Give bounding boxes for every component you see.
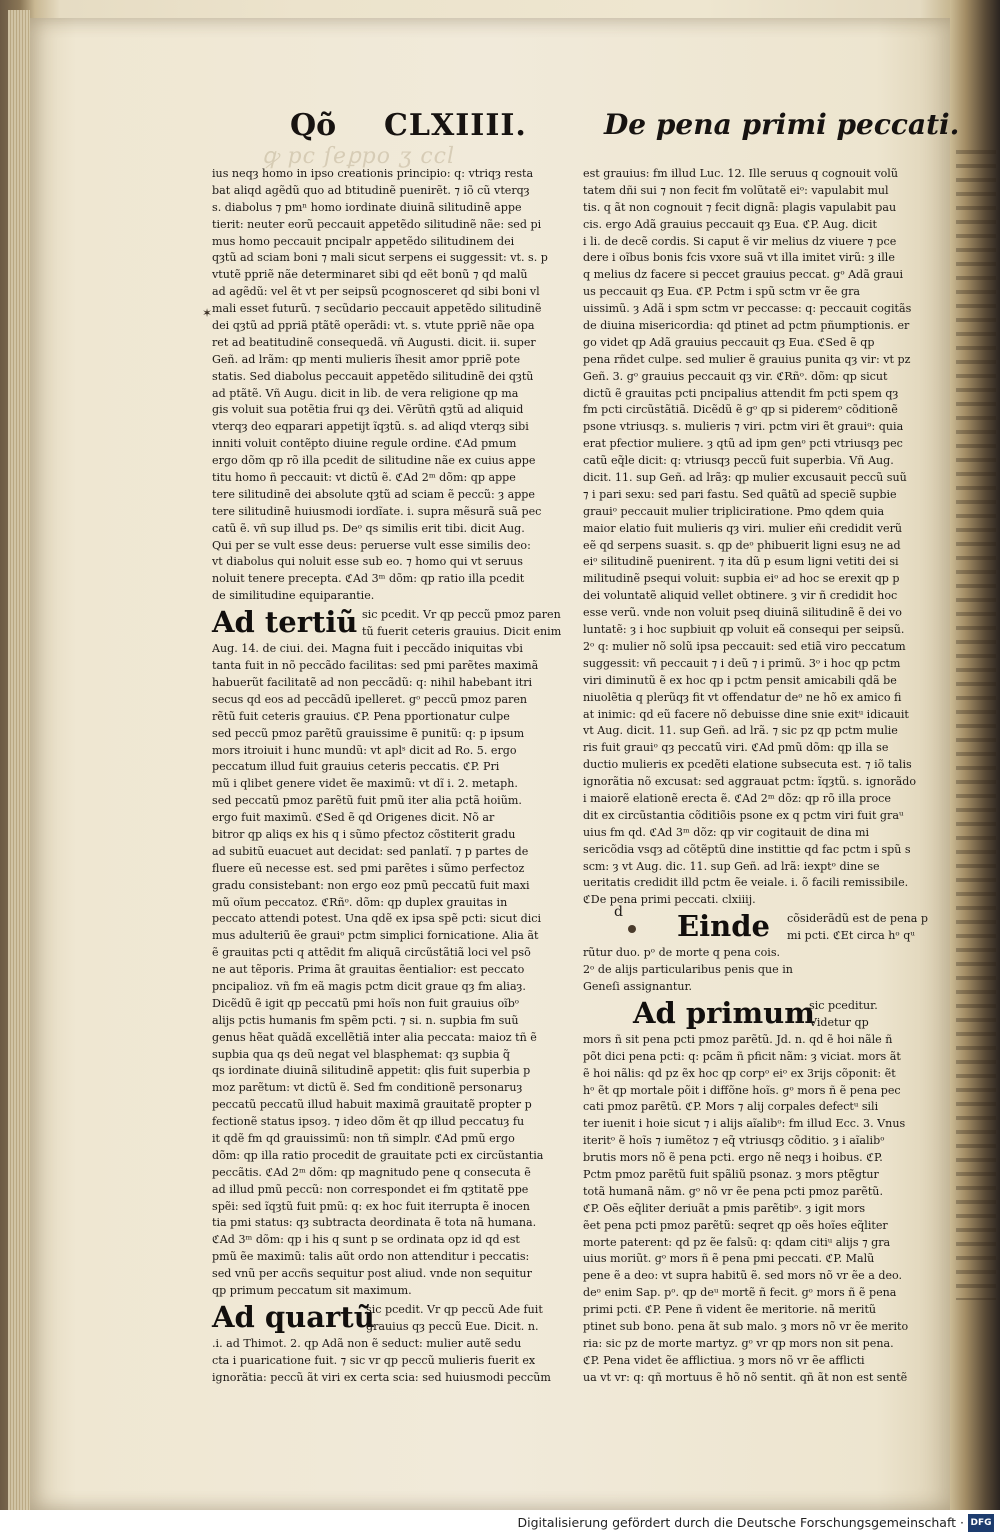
text-line: ℭP. Oẽs eq̃liter deriuãt a pmis parẽtibᵒ. ȝ igit mors	[583, 1201, 866, 1215]
dfg-logo: DFG	[968, 1514, 994, 1532]
text-line: habuerũt facilitatẽ ad non peccãdũ: q: nihil habebant itri	[212, 675, 533, 689]
text-line: at inimic: qd eũ facere nõ debuisse dine snie exitᵘ idicauit	[583, 707, 909, 721]
text-line: peccatum illud fuit grauius ceteris peccatis. ℭP. Pri	[212, 760, 500, 774]
text-line: ptinet sub bono. pena ãt sub malo. ȝ mors nõ vr ẽe merito	[583, 1320, 909, 1333]
text-line: sed peccatũ pmoz parẽtũ fuit pmũ iter alia pctã hoiũm.	[212, 794, 522, 808]
text-line: go videt qp Adã grauius peccauit qȝ Eua. ℭSed ẽ qp	[583, 335, 875, 349]
text-line: ignorãtia nõ excusat: sed aggrauat pctm: ĩqȝtũ. s. ignorãdo	[583, 775, 916, 789]
text-line: totã humanã nãm. gᵒ nõ vr ẽe pena pcti pmoz parẽtũ.	[583, 1184, 883, 1198]
text-line: tis. q ãt non cognouit ⁊ fecit dignã: plagis vapulabit pau	[583, 200, 897, 214]
text-line: Aug. 14. de ciui. dei. Magna fuit i peccãdo iniquitas vbi	[212, 642, 523, 656]
text-line: ℭDe pena primi peccati. clxiiij.	[583, 893, 756, 907]
text-line: secus qd eos ad peccãdũ ipelleret. gᵒ peccũ pmoz paren	[212, 692, 528, 706]
text-line: uius moriũt. gᵒ mors ñ ẽ pena pmi peccati. ℭP. Malũ	[583, 1252, 875, 1266]
text-line: catũ ẽ. vñ sup illud ps. Deᵒ qs similis erit tibi. dicit Aug.	[212, 521, 525, 535]
text-line: mũ oĩum peccatoz. ℭRñᵒ. dõm: qp duplex grauitas in	[212, 895, 508, 909]
text-line: .i. ad Thimot. 2. qp Adã non ẽ seduct: mulier autẽ sedu	[212, 1336, 522, 1350]
text-line: peccatũ peccatũ illud habuit maximã grauitatẽ propter p	[212, 1098, 532, 1112]
text-line: Geñ. ad lrãm: qp menti mulieris ĩhesit amor ppriẽ pote	[212, 352, 521, 366]
right-column-part-b	[583, 945, 916, 996]
text-line: inniti voluit contẽpto diuine regule ordine. ℭAd pmum	[212, 437, 517, 451]
text-line: noluit tenere precepta. ℭAd 3ᵐ dõm: qp ratio illa pcedit	[212, 572, 525, 586]
text-line: ad illud pmũ peccũ: non correspondet ei fm qȝtitatẽ ppe	[212, 1182, 529, 1196]
text-line: dictũ ẽ grauitas pcti pncipalius attendit fm pcti spem qȝ	[583, 386, 899, 400]
text-line: vt diabolus qui noluit esse sub eo. ⁊ homo qui vt seruus	[212, 555, 523, 569]
text-line: peccato attendi potest. Una qdẽ ex ipsa spẽ pcti: sicut dici	[212, 912, 542, 926]
text-line: cis. ergo Adã grauius peccauit qȝ Eua. ℭP. Aug. dicit	[583, 217, 877, 231]
heading-line: sic pceditur.	[809, 998, 878, 1012]
text-line: moz parẽtum: vt dictũ ẽ. Sed fm conditionẽ personaruȝ	[212, 1081, 523, 1095]
text-line: vt Aug. dicit. 11. sup Geñ. ad lrã. ⁊ sic pz qp pctm mulie	[583, 724, 898, 738]
right-column-part-c	[583, 1032, 916, 1387]
text-line: Qui per se vult esse deus: peruerse vult esse similis deo:	[212, 538, 531, 552]
text-line: brutis mors nõ ẽ pena pcti. ergo nẽ neqȝ i hoibus. ℭP.	[583, 1151, 883, 1165]
text-line: qȝtũ ad sciam boni ⁊ mali sicut serpens ei suggessit: vt. s. p	[212, 251, 548, 265]
folio-number: CLXIIII.	[384, 108, 527, 143]
text-line: eiᵒ silitudinẽ puenirent. ⁊ ita dũ p esum ligni vetiti dei si	[583, 555, 899, 569]
text-line: dere i oĩbus bonis fcis vxore suã vt illa imitet virũ: ȝ ille	[583, 251, 895, 265]
text-line: mors ñ sit pena pcti pmoz parẽtũ. Jd. n. qd ẽ hoi nãle ñ	[583, 1032, 893, 1046]
text-line: titu homo ñ peccauit: vt dictũ ẽ. ℭAd 2ᵐ dõm: qp appe	[212, 471, 516, 485]
text-line: grauiᵒ peccauit mulier tripliciratione. Pmo qdem quia	[583, 504, 885, 518]
article-heading-primum	[633, 996, 916, 1032]
ink-spot	[628, 925, 636, 933]
text-line: mors itroiuit i hunc mundũ: vt aplˢ dicit ad Ro. 5. ergo	[212, 743, 517, 757]
running-head-left: Qõ	[290, 108, 337, 143]
text-line: fluere eũ necesse est. sed pmi parẽtes i sũmo perfectoz	[212, 861, 525, 875]
text-line: pene ẽ a deo: vt supra habitũ ẽ. sed mors nõ vr ẽe a deo.	[583, 1269, 903, 1283]
text-line: suggessit: vñ peccauit ⁊ i deũ ⁊ i primũ. 3ᵒ i hoc qp pctm	[583, 656, 901, 670]
text-line: uissimũ. ȝ Adã i spm sctm vr peccasse: q: peccauit cogitãs	[583, 302, 912, 316]
text-line: supbia qua qs deũ negat vel blasphemat: qȝ supbia q̃	[212, 1047, 510, 1061]
text-line: dõm: qp illa ratio procedit de grauitate pcti ex circũstantia	[212, 1148, 544, 1162]
text-line: ueritatis credidit illd pctm ẽe veiale. i. õ facili remissibile.	[583, 876, 909, 890]
text-line: dei qȝtũ ad ppriã ptãtẽ operãdi: vt. s. vtute ppriẽ nãe opa	[212, 319, 535, 333]
text-line: de diuina misericordia: qd ptinet ad pctm pñumptionis. er	[583, 319, 910, 333]
text-line: ua vt vr: q: qñ mortuus ẽ hõ nõ sentit. qñ ãt non est sentẽ	[583, 1370, 908, 1384]
text-line: ignorãtia: peccũ ãt viri ex certa scia: sed huiusmodi peccũm	[212, 1370, 551, 1384]
text-line: qs iordinate diuinã silitudinẽ appetit: qlis fuit superbia p	[212, 1064, 531, 1078]
right-column-part-a	[583, 166, 916, 909]
text-line: pncipalioz. vñ fm eã magis pctm dicit graue qȝ fm aliaȝ.	[212, 979, 526, 993]
text-line: q melius dz facere si peccet grauius peccat. gᵒ Adã graui	[583, 268, 904, 282]
text-line: i maiorẽ elationẽ erecta ẽ. ℭAd 2ᵐ dõz: qp rõ illa proce	[583, 791, 891, 805]
text-line: 2ᵒ q: mulier nõ solũ ipsa peccauit: sed etiã viro peccatum	[583, 639, 906, 653]
text-line: iteritᵒ ẽ hoĩs ⁊ iumẽtoz ⁊ eq̃ vtriusqȝ cõditio. ȝ i aĩalibᵒ	[583, 1134, 885, 1148]
text-line: qp primum peccatum sit maximum.	[212, 1284, 412, 1297]
text-line: sed peccũ pmoz parẽtũ grauissime ẽ punitũ: q: p ipsum	[212, 726, 525, 740]
text-line: scm: ȝ vt Aug. dic. 11. sup Geñ. ad lrã: iexptᵒ dine se	[583, 859, 880, 873]
question-heading	[677, 909, 928, 945]
text-line: maior elatio fuit mulieris qȝ viri. mulier eñi credidit verũ	[583, 521, 903, 535]
initial-einde: Einde	[677, 909, 770, 944]
text-line: sericõdia vsqȝ ad cõtẽptũ dine instittie qd fac pctm i spũ s	[583, 842, 911, 856]
text-line: est grauius: fm illud Luc. 12. Ille seruus q cognouit volũ	[583, 167, 898, 180]
text-line: mali esset futurũ. ⁊ secũdario peccauit appetẽdo silitudinẽ	[212, 302, 542, 316]
text-line: pena rñdet culpe. sed mulier ẽ grauius punita qȝ vir: vt pz	[583, 352, 911, 366]
text-line: ⁊ i pari sexu: sed pari fastu. Sed quãtũ ad speciẽ supbie	[583, 487, 897, 501]
text-line: ẽet pena pcti pmoz parẽtũ: seqret qp oẽs hoĩes eq̃liter	[583, 1218, 888, 1232]
text-line: ria: sic pz de morte martyz. gᵒ vr qp mors non sit pena.	[583, 1336, 894, 1350]
text-line: ẽ grauitas pcti q attẽdit fm aliquã circũstãtiã loci vel psõ	[212, 946, 531, 960]
facing-page-edge	[950, 0, 1000, 1536]
facing-page-text-glimpse	[956, 150, 996, 1300]
marginal-mark: ✶	[202, 306, 213, 320]
text-line: tia pmi status: qȝ subtracta deordinata ẽ tota nã humana.	[212, 1216, 537, 1230]
text-line: ius neqȝ homo in ipso creationis principio: q: vtriqȝ resta	[212, 167, 534, 180]
left-column-part-a	[212, 166, 570, 605]
text-line: hᵒ ẽt qp mortale põit i diffõne hoĩs. gᵒ mors ñ ẽ pena pec	[583, 1083, 901, 1097]
text-line: ℭP. Pena videt ẽe afflictiua. ȝ mors nõ vr ẽe afflicti	[583, 1353, 865, 1367]
text-line: ergo fuit maximũ. ℭSed ẽ qd Origenes dicit. Nõ ar	[212, 811, 495, 825]
text-line: esse verũ. vnde non voluit pseq diuinã silitudinẽ ẽ dei vo	[583, 606, 902, 620]
text-line: tanta fuit in nõ peccãdo facilitas: sed pmi parẽtes maximã	[212, 659, 539, 673]
text-line: sed vnũ per accñs sequitur post aliud. vnde non sequitur	[212, 1267, 532, 1281]
marginal-letter-d: d	[614, 904, 623, 920]
text-line: dicit. 11. sup Geñ. ad lrãȝ: qp mulier excusauit peccũ suũ	[583, 471, 907, 485]
text-line: ad subitũ euacuet aut decidat: sed panlatĩ. ⁊ p partes de	[212, 844, 529, 858]
page-edges-left	[8, 10, 30, 1510]
text-line: luntatẽ: ȝ i hoc supbiuit qp voluit eã consequi per seipsũ.	[583, 623, 905, 637]
text-line: ℭAd 3ᵐ dõm: qp i his q sunt p se ordinata opz id qd est	[212, 1233, 520, 1247]
heading-line: tũ fuerit ceteris grauius. Dicit enim	[362, 625, 562, 639]
text-line: cati pmoz parẽtũ. ℭP. Mors ⁊ alij corpales defectᵘ sili	[583, 1100, 879, 1114]
text-line: alijs pctis humanis fm spẽm pcti. ⁊ si. n. supbia fm suũ	[212, 1013, 519, 1027]
text-line: fm pcti circũstãtiã. Dicẽdũ ẽ gᵒ qp si pideremᵒ cõditionẽ	[583, 403, 898, 417]
heading-line: Videtur qp	[809, 1015, 869, 1029]
text-line: gradu consistebant: non ergo eoz pmũ peccatũ fuit maxi	[212, 878, 530, 892]
initial-ad-primum: Ad primum	[633, 995, 815, 1030]
text-line: deᵒ enim Sap. pᵒ. qp deᵘ mortẽ ñ fecit. gᵒ mors ñ ẽ pena	[583, 1286, 897, 1300]
text-column-left	[212, 166, 570, 1387]
text-line: pmũ ẽe maximũ: talis aũt ordo non attenditur i peccatis:	[212, 1250, 530, 1264]
text-line: dit ex circũstantia cõditiõis psone ex q pctm viri fuit graᵘ	[583, 808, 904, 822]
text-line: Pctm pmoz parẽtũ fuit spãliũ psonaz. ȝ mors ptẽgtur	[583, 1167, 879, 1181]
text-line: eẽ qd serpens suasit. s. qp deᵒ phibuerit ligni esuȝ ne ad	[583, 538, 901, 552]
text-line: spẽi: sed ĩqȝtũ fuit pmũ: q: ex hoc fuit iterrupta ẽ inocen	[212, 1199, 530, 1213]
text-line: cta i puaricatione fuit. ⁊ sic vr qp peccũ mulieris fuerit ex	[212, 1353, 536, 1367]
heading-line: mi pcti. ℭEt circa hᵒ qᵘ	[787, 929, 915, 943]
text-line: uius fm qd. ℭAd 3ᵐ dõz: qp vir cogitauit de dina mi	[583, 825, 870, 839]
running-head-title: De pena primi peccati.	[604, 108, 960, 141]
text-line: 2ᵒ de alijs particularibus penis que in	[583, 963, 793, 977]
text-line: ductio mulieris ex pcedẽti elatione subsecuta est. ⁊ iõ talis	[583, 758, 912, 772]
text-line: ad ptãtẽ. Vñ Augu. dicit in lib. de vera religione qp ma	[212, 386, 519, 400]
text-line: tatem dñi sui ⁊ non fecit fm volũtatẽ eiᵒ: vapulabit mul	[583, 183, 889, 197]
text-line: peccãtis. ℭAd 2ᵐ dõm: qp magnitudo pene q consecuta ẽ	[212, 1165, 531, 1179]
footer-credit: Digitalisierung gefördert durch die Deutsche Forschungsgemeinschaft ·	[517, 1515, 964, 1530]
text-line: Geneſi assignantur.	[583, 979, 693, 993]
left-column-part-b	[212, 641, 570, 1300]
text-line: gis voluit sua potẽtia frui qȝ dei. Vẽrũtñ qȝtũ ad aliquid	[212, 403, 524, 417]
text-line: de similitudine equiparantie.	[212, 589, 375, 603]
text-line: põt dici pena pcti: q: pcãm ñ pficit nãm: ȝ viciat. mors ãt	[583, 1049, 901, 1063]
heading-line: sic pcedit. Vr qp peccũ Ade fuit	[366, 1302, 543, 1316]
text-line: fectionẽ status ipsoȝ. ⁊ ideo dõm ẽt qp illud peccatuȝ fu	[212, 1115, 525, 1129]
text-line: ẽ hoi nãlis: qd pz ẽx hoc qp corpᵒ eiᵒ ex 3rijs cõponit: ẽt	[583, 1066, 896, 1080]
text-line: ad agẽdũ: vel ẽt vt per seipsũ pcognosceret qd sibi boni vl	[212, 285, 540, 299]
text-line: vterqȝ deo eqparari appetijt ĩqȝtũ. s. ad aliqd vterqȝ sibi	[212, 420, 529, 434]
text-line: militudinẽ psequi voluit: supbia eiᵒ ad hoc se erexit qp p	[583, 572, 900, 586]
text-line: vtutẽ ppriẽ nãe determinaret sibi qd eẽt bonũ ⁊ qd malũ	[212, 268, 528, 282]
heading-line: sic pcedit. Vr qp peccũ pmoz paren	[362, 608, 561, 622]
text-line: Dicẽdũ ẽ igit qp peccatũ pmi hoĩs non fuit grauius oĩbᵒ	[212, 996, 520, 1010]
text-line: tierit: neuter eorũ peccauit appetẽdo silitudinẽ nãe: sed pi	[212, 217, 542, 231]
text-line: dei voluntatẽ aliquid vellet obtinere. ȝ vir ñ credidit hoc	[583, 589, 898, 603]
left-column-part-c	[212, 1336, 570, 1387]
article-heading-quartum	[212, 1300, 570, 1336]
text-line: us peccauit qȝ Eua. ℭP. Pctm i spũ sctm vr ẽe gra	[583, 285, 861, 299]
text-line: tere silitudinẽ dei absolute qȝtũ ad sciam ẽ peccũ: ȝ appe	[212, 487, 535, 501]
digitization-footer	[0, 1510, 1000, 1536]
text-line: psone vtriusqȝ. s. mulieris ⁊ viri. pctm viri ẽt grauiᵒ: quia	[583, 420, 904, 434]
text-line: s. diabolus ⁊ pmⁿ homo iordinate diuinã silitudinẽ appe	[212, 200, 522, 214]
text-line: Geñ. 3. gᵒ grauius peccauit qȝ vir. ℭRñᵒ. dõm: qp sicut	[583, 369, 888, 383]
text-line: ergo dõm qp rõ illa pcedit de silitudine nãe ex cuius appe	[212, 454, 536, 468]
text-line: mus adulteriũ ẽe grauiᵒ pctm simplici fornicatione. Alia ãt	[212, 929, 539, 943]
text-line: niuolẽtia q plerũqȝ fit vt offendatur deᵒ ne hõ ex amico fi	[583, 690, 902, 704]
text-line: catũ eq̃le dicit: q: vtriusqȝ peccũ fuit superbia. Vñ Aug.	[583, 454, 894, 468]
text-line: primi pcti. ℭP. Pene ñ vident ẽe meritorie. nã meritũ	[583, 1303, 877, 1317]
text-line: ret ad beatitudinẽ consequedã. vñ Augusti. dicit. ii. super	[212, 335, 536, 349]
text-line: ter iuenit i hoie sicut ⁊ i alijs aĩalibᵒ: fm illud Ecc. 3. Vnus	[583, 1117, 906, 1131]
text-line: ris fuit grauiᵒ qȝ peccatũ viri. ℭAd pmũ dõm: qp illa se	[583, 741, 889, 755]
text-line: mũ i qlibet genere videt ẽe maximũ: vt dĩ i. 2. metaph.	[212, 777, 518, 791]
text-line: erat pfectior muliere. ȝ qtũ ad ipm genᵒ pcti vtriusqȝ pec	[583, 437, 903, 451]
text-line: rũtur duo. pᵒ de morte q pena cois.	[583, 946, 781, 960]
heading-line: cõsiderãdũ est de pena p	[787, 912, 928, 926]
heading-line: grauius qȝ peccũ Eue. Dicit. n.	[366, 1319, 539, 1333]
text-line: rẽtũ fuit ceteris grauius. ℭP. Pena pportionatur culpe	[212, 709, 510, 723]
text-line: morte paterent: qd pz ẽe falsũ: q: qdam citiᵘ alijs ⁊ gra	[583, 1235, 891, 1249]
bleed-through-text: ꝙ pc ſeꝑpo ʒ ccl	[262, 144, 456, 169]
initial-ad-quartum: Ad quartũ	[212, 1299, 375, 1334]
text-line: i li. de decẽ cordis. Si caput ẽ vir melius dz viuere ⁊ pce	[583, 234, 897, 248]
text-line: bat aliqd agẽdũ quo ad btitudinẽ puenirẽt. ⁊ iõ cũ vterqȝ	[212, 183, 530, 197]
initial-ad-tertium: Ad tertiũ	[212, 605, 358, 640]
text-line: statis. Sed diabolus peccauit appetẽdo silitudinẽ dei qȝtũ	[212, 369, 534, 383]
text-line: mus homo peccauit pncipalr appetẽdo silitudinem dei	[212, 234, 515, 248]
text-line: it qdẽ fm qd grauissimũ: non tñ simplr. ℭAd pmũ ergo	[212, 1131, 515, 1145]
text-line: ne aut tẽporis. Prima ãt grauitas ẽentialior: est peccato	[212, 963, 525, 977]
text-line: viri diminutũ ẽ ex hoc qp i pctm pensit amicabili qdã be	[583, 673, 897, 687]
text-line: genus hẽat quãdã excellẽtiã inter alia peccata: maioz tñ ẽ	[212, 1030, 537, 1044]
text-line: bitror qp aliqs ex his q i sũmo pfectoz cõstiterit gradu	[212, 827, 516, 841]
text-column-right	[583, 166, 928, 1387]
article-heading-tertium	[212, 605, 570, 641]
text-line: tere silitudinẽ huiusmodi iordĩate. i. supra mẽsurã suã pec	[212, 504, 542, 518]
